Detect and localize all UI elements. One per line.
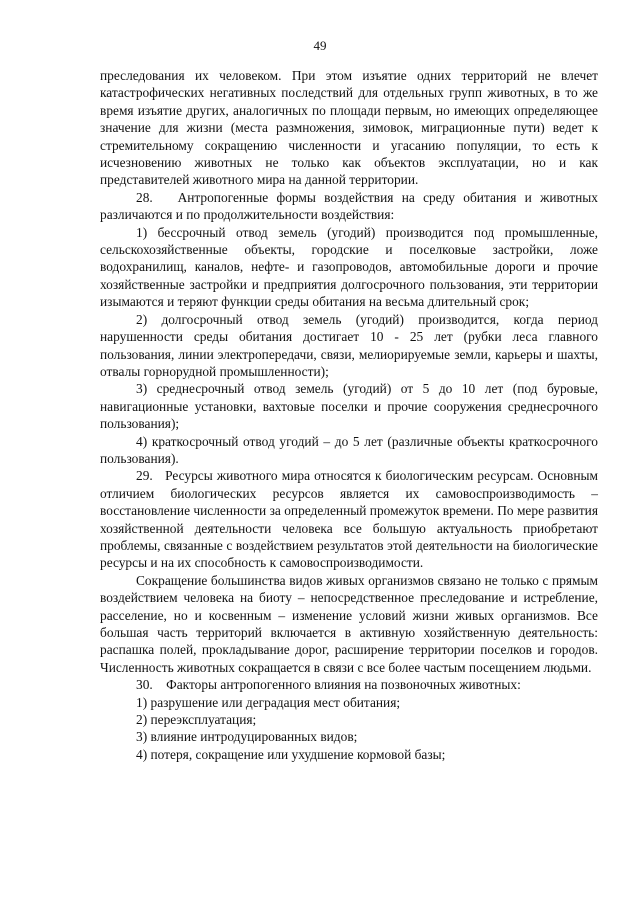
list-item-4: 4) краткосрочный отвод угодий – до 5 лет (различные объекты краткосрочного пользования). bbox=[100, 433, 598, 466]
factor-item-4: 4) потеря, сокращение или ухудшение кормовой базы; bbox=[136, 746, 446, 762]
paragraph-29: 29. Ресурсы животного мира относятся к биологическим ресурсам. Основным отличием биологических ресурсов является их самовоспроизводимость – восстановление численности за определенный промежуток времени. По мере развития хозяйственной деятельности человека все большую актуальность приобретают проблемы, связанные с воздействием результатов этой деятельности на биологические ресурсы и на их способность к самовоспроизводимости. bbox=[100, 468, 598, 571]
factor-item-2: 2) переэксплуатация; bbox=[136, 712, 257, 728]
paragraph-reduction: Сокращение большинства видов живых организмов связано не только с прямым воздействием человека на биоту – непосредственное преследование и истребление, расселение, но и косвенным – изменение условий жизни живых организмов. Все большая часть территорий включается в активную хозяйственную деятельность: распашка полей, прокладывание дорог, расширение территории поселков и городов. Численность животных сокращается в связи с все более частым посещением людьми. bbox=[100, 572, 598, 675]
paragraph-continuation: преследования их человеком. При этом изъятие одних территорий не влечет катастрофических негативных последствий для отдельных групп животных, в то же время изъятие других, аналогичных по площади первым, но имеющих определяющее значение для жизни (места размножения, зимовок, миграционные пути) ведет к стремительному сокращению численности и угасанию популяции, то есть к исчезновению животных не только как объектов эксплуатации, но и как представителей животного мира на данной территории. bbox=[100, 68, 598, 188]
list-item-1: 1) бессрочный отвод земель (угодий) производится под промышленные, сельскохозяйственные объекты, городские и поселковые застройки, ложе водохранилищ, каналов, нефте- и газопроводов, автомобильные дороги и прочие хозяйственные застройки и предприятия долгосрочного пользования, эти территории изымаются и теряют функции среды обитания на весьма длительный срок; bbox=[100, 224, 598, 310]
list-item-3: 3) среднесрочный отвод земель (угодий) от 5 до 10 лет (под буровые, навигационные установки, вахтовые поселки и прочие сооружения среднесрочного пользования); bbox=[100, 381, 598, 432]
factor-item-1: 1) разрушение или деградация мест обитания; bbox=[136, 694, 401, 710]
paragraph-28: 28. Антропогенные формы воздействия на среду обитания и животных различаются и по продолжительности воздействия: bbox=[100, 189, 598, 223]
document-body bbox=[100, 67, 598, 763]
factor-item-3: 3) влияние интродуцированных видов; bbox=[136, 729, 358, 745]
list-item-2: 2) долгосрочный отвод земель (угодий) производится, когда период нарушенности среды обитания достигает 10 - 25 лет (рубки леса главного пользования, линии электропередачи, связи, мелиорируемые земли, карьеры и шахты, отвалы горнорудной промышленности); bbox=[100, 311, 598, 379]
paragraph-30: 30. Факторы антропогенного влияния на позвоночных животных: bbox=[136, 677, 521, 693]
page-number: 49 bbox=[313, 38, 327, 53]
